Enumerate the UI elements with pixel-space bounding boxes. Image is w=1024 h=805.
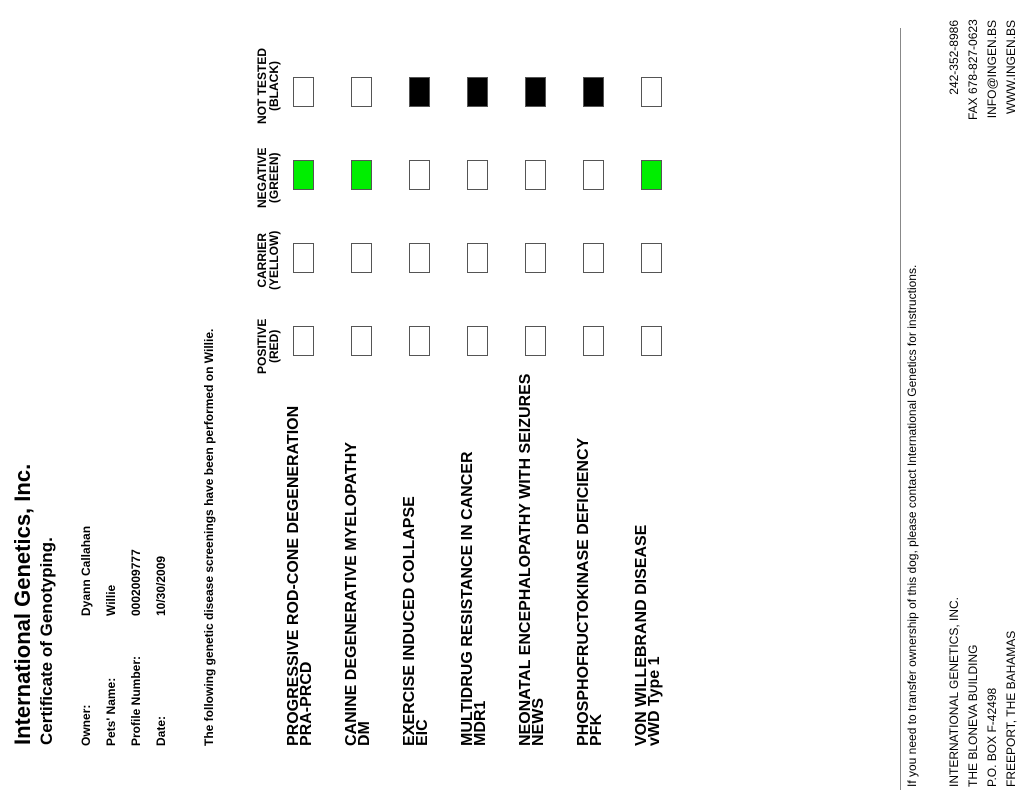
company-address	[945, 597, 1021, 787]
screening-row-6	[577, 438, 603, 746]
column-header-carrier	[256, 231, 280, 290]
screening-intro: The following genetic disease screenings have been performed on Willie.	[202, 328, 216, 746]
result-box-carrier	[525, 243, 546, 273]
company-contact	[945, 20, 1021, 120]
screening-name: PHOSPHOFRUCTOKINASE DEFICIENCY	[575, 437, 592, 746]
footer-divider	[900, 28, 901, 790]
column-header-positive	[256, 319, 280, 374]
result-box-not-tested	[351, 77, 372, 107]
result-box-positive	[409, 326, 430, 356]
screening-name: MULTIDRUG RESISTANCE IN CANCER	[459, 451, 476, 746]
column-header-not-tested-color: (BLACK)	[267, 61, 281, 111]
column-header-negative	[256, 148, 280, 208]
result-box-carrier	[293, 243, 314, 273]
result-box-not-tested	[525, 77, 546, 107]
column-header-not-tested-label: NOT TESTED	[255, 47, 269, 124]
result-box-positive	[525, 326, 546, 356]
column-header-negative-color: (GREEN)	[267, 152, 281, 204]
result-box-carrier	[351, 243, 372, 273]
company-title: International Genetics, Inc.	[10, 463, 35, 745]
result-box-carrier	[583, 243, 604, 273]
column-header-positive-label: POSITIVE	[255, 318, 269, 374]
address-line: P.O. BOX F-42498	[985, 687, 999, 787]
address-line: INTERNATIONAL GENETICS, INC.	[947, 596, 961, 787]
column-header-negative-label: NEGATIVE	[255, 147, 269, 208]
result-box-negative	[467, 160, 488, 190]
result-box-positive	[467, 326, 488, 356]
result-box-carrier	[409, 243, 430, 273]
phone-number: 242-352-8986	[947, 20, 961, 95]
result-box-negative	[641, 160, 662, 190]
result-box-positive	[583, 326, 604, 356]
fax-number: FAX 678-827-0623	[966, 19, 980, 120]
column-header-carrier-label: CARRIER	[255, 233, 269, 288]
email-address: INFO@INGEN.BS	[985, 20, 999, 119]
screening-code: vWD Type 1	[646, 656, 663, 746]
result-box-negative	[293, 160, 314, 190]
date-label: Date:	[154, 715, 168, 746]
result-box-carrier	[641, 243, 662, 273]
screening-row-2	[345, 442, 371, 746]
screening-code: NEWS	[530, 698, 547, 746]
pet-name-value: Willie	[104, 584, 118, 616]
owner-value: Dyann Callahan	[79, 525, 93, 616]
owner-label: Owner:	[79, 704, 93, 746]
column-header-carrier-color: (YELLOW)	[267, 230, 281, 290]
screening-name: CANINE DEGENERATIVE MYELOPATHY	[343, 441, 360, 746]
result-box-not-tested	[583, 77, 604, 107]
screening-code: MDR1	[472, 700, 489, 746]
screening-row-5	[519, 374, 545, 746]
profile-number-label: Profile Number:	[129, 655, 143, 746]
column-header-not-tested	[256, 48, 280, 124]
result-box-carrier	[467, 243, 488, 273]
transfer-note: If you need to transfer ownership of this dog, please contact International Genetics for instructions.	[905, 264, 919, 787]
result-box-negative	[525, 160, 546, 190]
address-line: FREEPORT, THE BAHAMAS	[1004, 630, 1018, 787]
screening-name: NEONATAL ENCEPHALOPATHY WITH SEIZURES	[517, 373, 534, 746]
screening-code: EIC	[414, 719, 431, 746]
result-box-positive	[293, 326, 314, 356]
screening-name: VON WILLEBRAND DISEASE	[633, 524, 650, 746]
screening-row-7	[635, 525, 661, 746]
screening-code: PRA-PRCD	[298, 661, 315, 746]
result-box-not-tested	[467, 77, 488, 107]
date-value: 10/30/2009	[154, 555, 168, 616]
column-header-positive-color: (RED)	[267, 329, 281, 363]
result-box-negative	[409, 160, 430, 190]
result-box-negative	[351, 160, 372, 190]
certificate-title: Certificate of Genotyping.	[37, 537, 56, 745]
screening-name: PROGRESSIVE ROD-CONE DEGENERATION	[285, 405, 302, 746]
screening-code: PFK	[588, 714, 605, 746]
address-line: THE BLONEVA BUILDING	[966, 644, 980, 787]
screening-row-4	[461, 451, 487, 746]
screening-code: DM	[356, 721, 373, 746]
result-box-not-tested	[409, 77, 430, 107]
result-box-not-tested	[641, 77, 662, 107]
result-box-not-tested	[293, 77, 314, 107]
result-box-positive	[351, 326, 372, 356]
screening-name: EXERCISE INDUCED COLLAPSE	[401, 496, 418, 746]
profile-number-value: 0002009777	[129, 549, 143, 616]
result-box-positive	[641, 326, 662, 356]
screening-row-1	[287, 406, 313, 746]
website-url: WWW.INGEN.BS	[1004, 20, 1018, 114]
result-box-negative	[583, 160, 604, 190]
screening-row-3	[403, 496, 429, 746]
pet-name-label: Pets' Name:	[104, 677, 118, 746]
